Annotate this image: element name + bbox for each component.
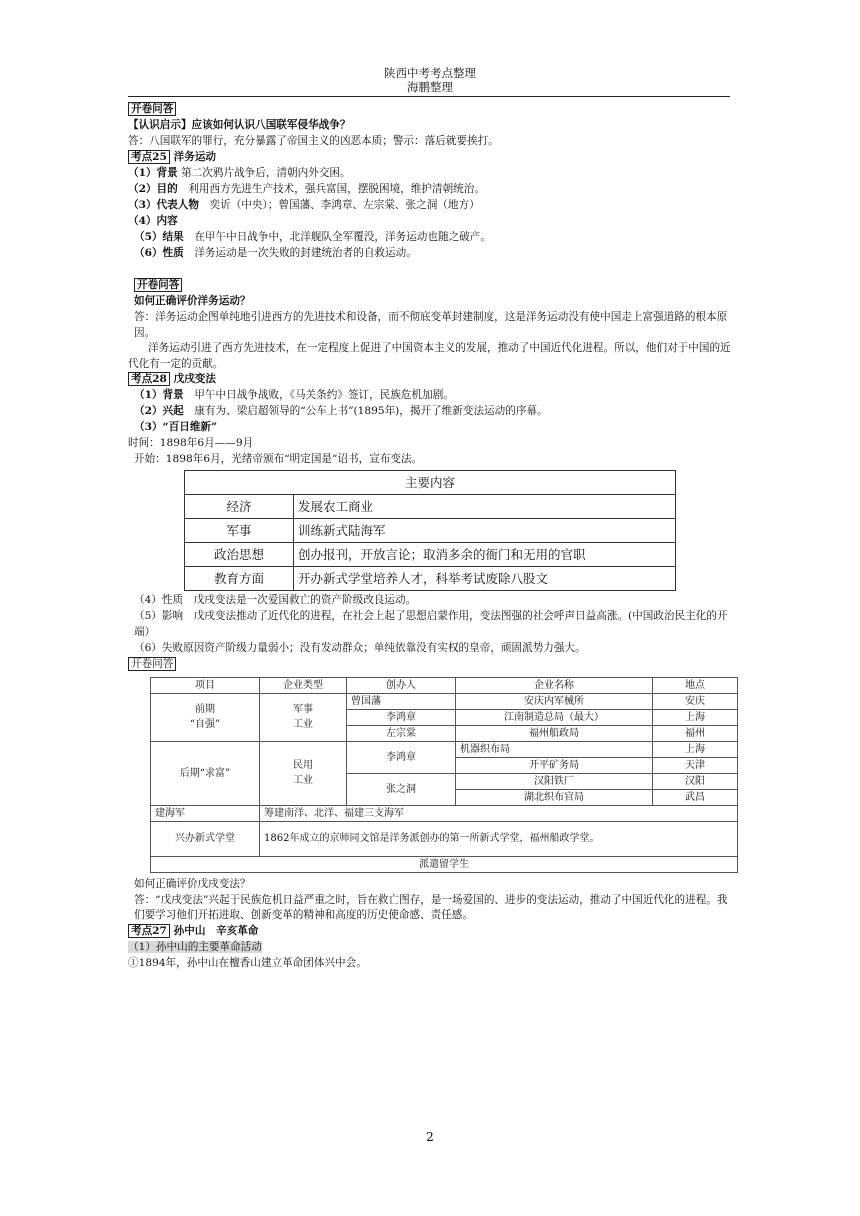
header-title: 陕西中考考点整理 (384, 66, 476, 80)
topic-tag: 考点27 (128, 924, 170, 938)
table-row (151, 856, 738, 872)
table-cell: 上海 (653, 709, 738, 725)
column-header: 企业名称 (456, 677, 653, 693)
table-row (151, 821, 738, 856)
table-cell: 福州 (653, 725, 738, 741)
item-label: （1）背景 (134, 389, 184, 402)
text-line: 时间：1898年6月——9月 (128, 437, 254, 450)
item-label: （6）性质 (134, 247, 184, 259)
table-cell: 开办新式学堂培养人才，科举考试废除八股文 (294, 567, 676, 591)
reform-content-table (184, 470, 676, 591)
item-text: 奕䜣（中央）；曾国藩、李鸿章、左宗棠、张之洞（地方） (209, 199, 480, 211)
item-text: 康有为、梁启超领导的“公车上书”(1895年)，揭开了维新变法运动的序幕。 (194, 405, 548, 418)
text-line: （4）性质 戊戌变法是一次爱国救亡的资产阶级改良运动。 (134, 594, 417, 607)
content (128, 102, 734, 972)
table-row (151, 805, 738, 821)
section-tag: 开卷问答 (128, 102, 176, 116)
table-cell: 汉阳铁厂 (456, 773, 653, 789)
item-text: 利用西方先进生产技术，强兵富国，摆脱困境，维护清朝统治。 (188, 183, 485, 195)
table-cell: 曾国藩 (347, 693, 456, 709)
table-row (185, 495, 676, 519)
table-cell: 武昌 (653, 789, 738, 805)
table-cell: 左宗棠 (347, 725, 456, 741)
table-cell: 李鸿章 (347, 709, 456, 725)
question: 如何正确评价戊戌变法？ (134, 877, 251, 890)
table-header-row (151, 677, 738, 693)
section-tag: 开卷问答 (128, 657, 176, 671)
subheading: （1）孙中山的主要革命活动 (128, 940, 262, 953)
item-text: 洋务运动是一次失败的封建统治者的自救运动。 (194, 247, 417, 259)
table-cell: 上海 (653, 741, 738, 757)
table-cell: 政治思想 (185, 543, 294, 567)
table-row (185, 543, 676, 567)
table-cell: 后期“求富” (151, 741, 260, 805)
table-cell: 筹建南洋、北洋、福建三支海军 (260, 805, 738, 821)
topic-tag: 考点28 (128, 372, 170, 386)
table-cell: 1862年成立的京师同文馆是洋务派创办的第一所新式学堂，福州船政学堂。 (260, 821, 738, 856)
topic-title: 戊戌变法 (173, 373, 217, 386)
column-header: 地点 (653, 677, 738, 693)
table-cell: 福州船政局 (456, 725, 653, 741)
column-header: 企业类型 (260, 677, 347, 693)
column-header: 项目 (151, 677, 260, 693)
section-tag: 开卷问答 (134, 278, 182, 292)
question: 如何正确评价洋务运动？ (134, 295, 251, 307)
table-cell: 李鸿章 (347, 741, 456, 773)
table-cell: 机器织布局 (456, 741, 653, 757)
table-cell: 建海军 (151, 805, 260, 821)
item-text: 甲午中日战争战败，《马关条约》签订，民族危机加剧。 (194, 389, 454, 402)
table-cell: 经济 (185, 495, 294, 519)
page-number: 2 (426, 1130, 434, 1144)
text-line: 开始：1898年6月，光绪帝颁布“明定国是”诏书，宣布变法。 (134, 453, 423, 466)
header-author: 海鹏整理 (407, 80, 453, 94)
table-cell: 天津 (653, 757, 738, 773)
header-rule (128, 96, 730, 97)
table-cell: 创办报刊，开放言论；取消多余的衙门和无用的官职 (294, 543, 676, 567)
table-cell: 张之洞 (347, 773, 456, 805)
table-cell: 军事 工业 (260, 693, 347, 741)
column-header: 创办人 (347, 677, 456, 693)
table-cell: 安庆 (653, 693, 738, 709)
table-row (185, 567, 676, 591)
item-label: （2）目的 (128, 183, 178, 195)
table-cell: 安庆内军械所 (456, 693, 653, 709)
table-cell: 民用 工业 (260, 741, 347, 805)
answer: 答：“戊戌变法”兴起于民族危机日益严重之时，旨在救亡图存，是一场爱国的、进步的变法运动，推动了中国近代化的进程。我们要学习他们开拓进取、创新变革的精神和高度的历史使命感、责任感。 (134, 893, 728, 922)
table-cell: 发展农工商业 (294, 495, 676, 519)
table-cell: 军事 (185, 519, 294, 543)
item-label: （4）内容 (128, 215, 178, 227)
topic-title: 孙中山 辛亥革命 (173, 924, 259, 937)
item-label: （3）“百日维新” (134, 421, 218, 434)
table-cell: 汉阳 (653, 773, 738, 789)
table-row (151, 741, 738, 757)
table-row (185, 519, 676, 543)
westernization-table (150, 677, 738, 873)
answer: 洋务运动引进了西方先进技术，在一定程度上促进了中国资本主义的发展，推动了中国近代化进程。所以，他们对于中国的近代化有一定的贡献。 (128, 342, 731, 370)
item-text: 在甲午中日战争中，北洋舰队全军覆没，洋务运动也随之破产。 (194, 231, 491, 243)
table-cell: 湖北织布官局 (456, 789, 653, 805)
table-title: 主要内容 (185, 471, 676, 495)
table-cell: 训练新式陆海军 (294, 519, 676, 543)
answer: 答：洋务运动企图单纯地引进西方的先进技术和设备，而不彻底变革封建制度，这是洋务运动没有使中国走上富强道路的根本原因。 (134, 311, 728, 339)
table-cell: 前期 “自强” (151, 693, 260, 741)
text-line: ①1894年，孙中山在檀香山建立革命团体兴中会。 (128, 956, 367, 969)
item-label: （3）代表人物 (128, 199, 199, 211)
item-label: （2）兴起 (134, 405, 184, 418)
item-label: （1）背景 (128, 167, 178, 179)
table-cell: 兴办新式学堂 (151, 821, 260, 856)
table-cell: 派遣留学生 (151, 856, 738, 872)
question: 【认识启示】应该如何认识八国联军侵华战争？ (128, 119, 351, 131)
table-row (151, 693, 738, 709)
text-line: （6）失败原因资产阶级力量弱小；没有发动群众；单纯依靠没有实权的皇帝，顽固派势力强大。 (134, 641, 586, 654)
table-cell: 开平矿务局 (456, 757, 653, 773)
topic-title: 洋务运动 (173, 151, 217, 163)
answer: 答：八国联军的罪行，充分暴露了帝国主义的凶恶本质；警示：落后就要挨打。 (128, 135, 499, 147)
topic-tag: 考点25 (128, 150, 170, 164)
item-label: （5）结果 (134, 231, 184, 243)
table-cell: 江南制造总局（最大） (456, 709, 653, 725)
text-line: （5）影响 戊戌变法推动了近代化的进程，在社会上起了思想启蒙作用，变法图强的社会呼声日益高涨。(中国政治民主化的开端） (134, 610, 728, 638)
item-text: 第二次鸦片战争后，清朝内外交困。 (181, 167, 351, 179)
table-cell: 教育方面 (185, 567, 294, 591)
